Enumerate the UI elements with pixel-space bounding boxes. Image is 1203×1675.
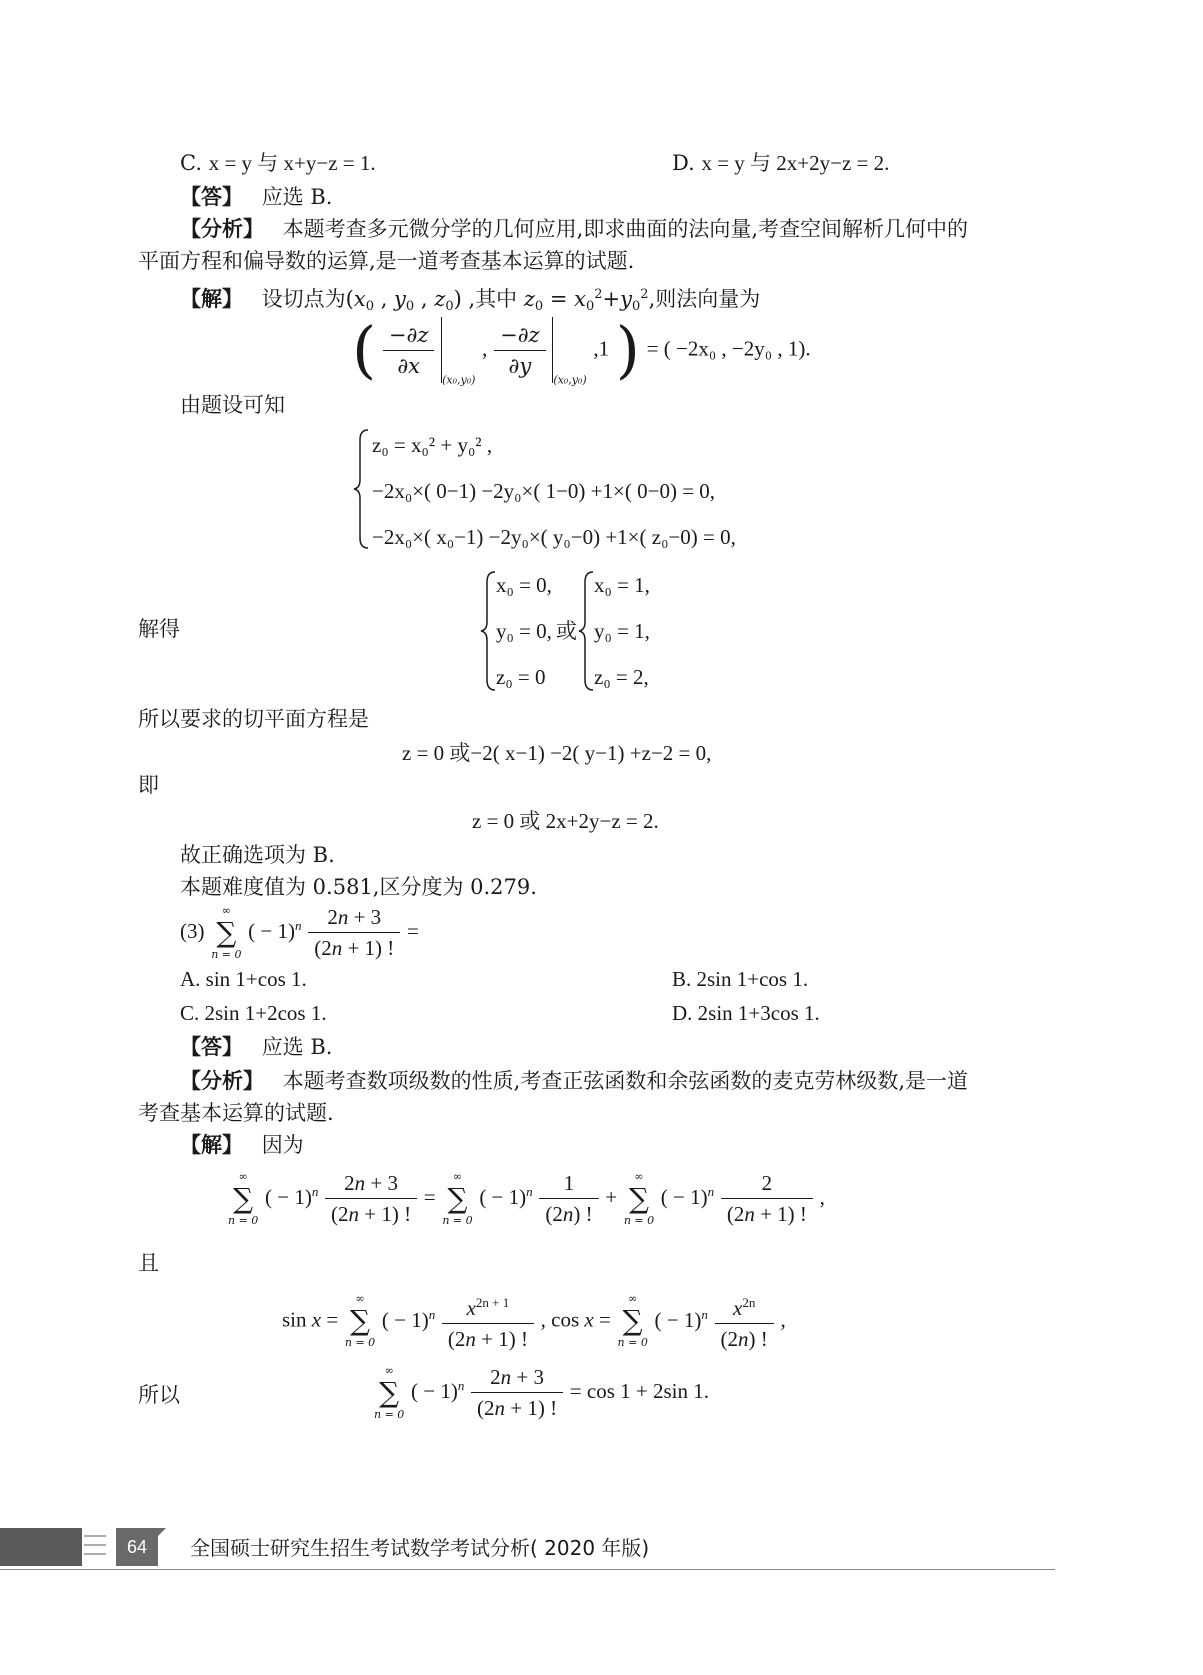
q3-option-b: B. 2sin 1+cos 1. — [672, 967, 809, 991]
solution-tag: 【解】 — [180, 1132, 243, 1157]
analysis-text: 本题考查数项级数的性质,考查正弦函数和余弦函数的麦克劳林级数,是一道 — [282, 1069, 969, 1093]
ie-text: 即 — [138, 773, 159, 797]
normal-vector-text: 则法向量为 — [655, 287, 761, 311]
q3-option-c: C. 2sin 1+2cos 1. — [180, 1001, 327, 1025]
system-brace — [352, 428, 372, 550]
option-c-text: x = y 与 x+y−z = 1. — [208, 151, 376, 175]
system-eq-2: −2x₀×( 0−1) −2y₀×( 1−0) +1×( 0−0) = 0, — [372, 479, 716, 503]
q2-analysis-line1 — [180, 214, 968, 244]
solution-b-y: y₀ = 1, — [594, 619, 650, 643]
answer-tag: 【答】 — [180, 184, 243, 209]
option-d-text: x = y 与 2x+2y−z = 2. — [701, 151, 890, 175]
solution-tag: 【解】 — [180, 286, 243, 311]
so-text: 所以 — [138, 1383, 180, 1407]
tangent-text: 所以要求的切平面方程是 — [138, 707, 369, 731]
conclusion: 故正确选项为 B. — [180, 843, 335, 867]
or-text: 或 — [556, 619, 577, 643]
option-c-label: C. — [180, 151, 202, 175]
q2-solution-intro: 【解】 设切点为($x_0$ , $y_0$ , $z_0$) ,其中 $z_0 = x_0^2+y_0^2$,则法向量为 — [180, 286, 761, 314]
q3-answer — [180, 1032, 332, 1062]
q3-option-d: D. 2sin 1+3cos 1. — [672, 1001, 820, 1025]
from-conditions: 由题设可知 — [180, 393, 285, 417]
analysis-tag: 【分析】 — [180, 1068, 264, 1093]
q3-analysis-line2: 考查基本运算的试题. — [138, 1101, 334, 1125]
solution-b-x: x₀ = 1, — [594, 573, 650, 597]
q3-analysis-line1 — [180, 1066, 968, 1096]
sin-cos-series: sin x = ∞ ∑ n = 0 ( − 1)$^n$ $\frac{x^{2n + 1}}{(2n + 1) !}$ , cos x = ∞ ∑ n = 0 ( − 1)$^n$ $\frac{x^{2n}}{(2n) !}$ , — [282, 1288, 786, 1352]
page-number: 64 — [116, 1528, 158, 1566]
solution-b-z: z₀ = 2, — [594, 665, 649, 689]
solved-label: 解得 — [138, 617, 180, 641]
footer-bar — [0, 1528, 82, 1566]
series-split-equation: ∞ ∑ n = 0 ( − 1)$^n$ $\frac{2n + 3}{(2n + 1) !}$ = ∞ ∑ n = 0 ( − 1)$^n$ $\frac{1}{(2n) !}$ + ∞ ∑ n = 0 ( − 1)$^n$ $\frac{2}{(2n + 1) !}$ , — [228, 1169, 825, 1227]
option-d — [672, 148, 889, 178]
q2-analysis-line2: 平面方程和偏导数的运算,是一道考查基本运算的试题. — [138, 249, 635, 273]
q3-solution-intro — [180, 1130, 304, 1160]
system-eq-3: −2x₀×( x₀−1) −2y₀×( y₀−0) +1×( z₀−0) = 0, — [372, 525, 736, 549]
normal-vector-result: = ( −2x₀ , −2y₀ , 1). — [646, 336, 811, 361]
q3-question: (3) ∞ ∑ n = 0 ( − 1)$^n$ $\frac{2n + 3}{(2n + 1) !}$ = — [180, 903, 419, 961]
difficulty: 本题难度值为 0.581,区分度为 0.279. — [180, 875, 537, 899]
page-number-notch — [158, 1528, 166, 1536]
analysis-tag: 【分析】 — [180, 216, 264, 241]
result-rhs: = cos 1 + 2sin 1. — [569, 1379, 709, 1403]
book-title: 全国硕士研究生招生考试数学考试分析( 2020 年版) — [190, 1536, 650, 1560]
question-number: (3) — [180, 919, 205, 943]
analysis-text: 本题考查多元微分学的几何应用,即求曲面的法向量,考查空间解析几何中的 — [282, 217, 969, 241]
normal-vector-equation: ( $\frac{-\partial z}{\partial x}$ $_{(x_0,y_0)}$ , $\frac{-\partial z}{\partial y}$ $_{(x_0,y_0)}$ ,1 ) = ( −2x₀ , −2y₀ , 1). — [352, 313, 811, 387]
answer-tag: 【答】 — [180, 1034, 243, 1059]
answer-text: 应选 B. — [261, 185, 333, 209]
q3-option-a: A. sin 1+cos 1. — [180, 967, 307, 991]
option-c — [180, 148, 376, 178]
system-eq-1: z₀ = x₀² + y₀² , — [372, 433, 493, 457]
answer-text: 应选 B. — [261, 1035, 333, 1059]
tangent-equation: z = 0 或−2( x−1) −2( y−1) +z−2 = 0, — [402, 741, 712, 765]
book-icon — [80, 1530, 112, 1568]
and-text: 且 — [138, 1251, 159, 1275]
final-equation: z = 0 或 2x+2y−z = 2. — [472, 809, 659, 833]
solution-a-y: y₀ = 0, — [496, 619, 552, 643]
option-d-label: D. — [672, 151, 695, 175]
solution-a-z: z₀ = 0 — [496, 665, 546, 689]
q2-answer — [180, 182, 332, 212]
because-text: 因为 — [261, 1133, 304, 1157]
footer-rule — [0, 1569, 1055, 1570]
result-equation: ∞ ∑ n = 0 ( − 1)$^n$ $\frac{2n + 3}{(2n + 1) !}$ = cos 1 + 2sin 1. — [374, 1363, 709, 1421]
solution-a-x: x₀ = 0, — [496, 573, 552, 597]
